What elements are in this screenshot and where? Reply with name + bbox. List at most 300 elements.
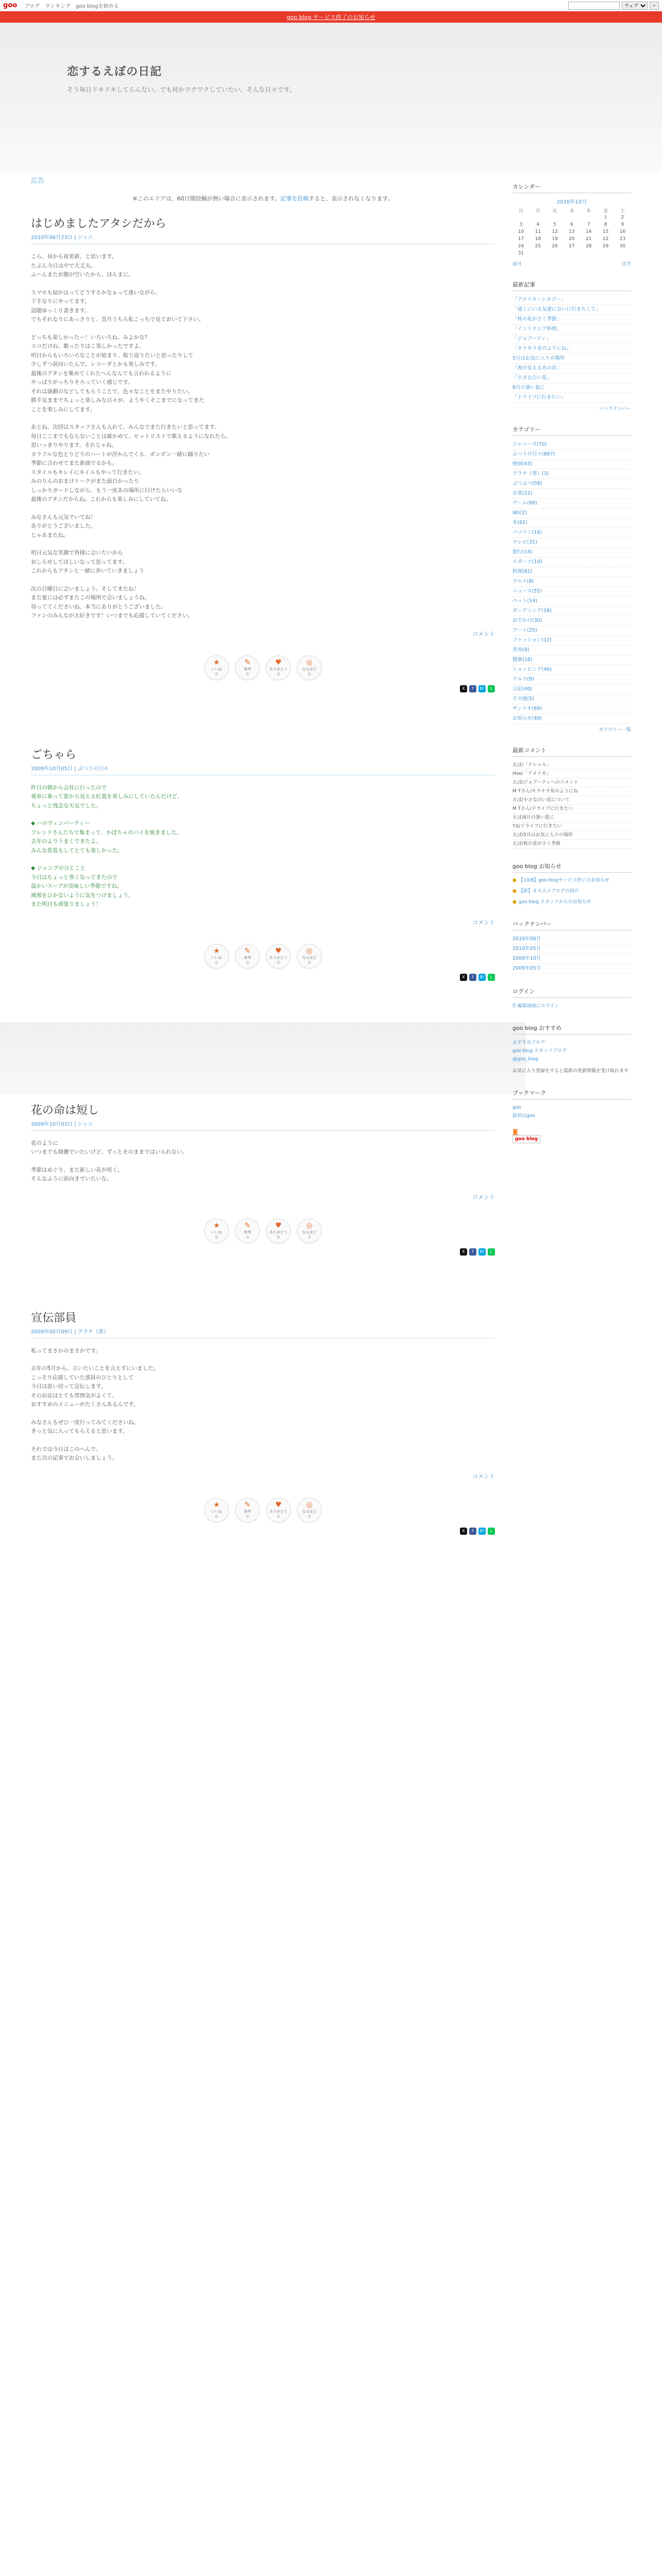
notice-item[interactable]	[512, 899, 631, 906]
calendar-day[interactable]: 20	[569, 236, 575, 242]
entry-line: ファンのみんなが大好きです！いつまでも応援していてください。	[31, 613, 193, 619]
category-link[interactable]: ニュース(55)	[512, 587, 631, 597]
entry-meta[interactable]: 2010年06月23日 | ジャニ	[31, 233, 495, 244]
category-link[interactable]: ペット(14)	[512, 597, 631, 606]
alert-text[interactable]: goo blog サービス終了のお知らせ	[287, 14, 375, 21]
calendar-day[interactable]: 8	[604, 222, 607, 227]
hatena-share-icon[interactable]: B!	[478, 1248, 486, 1256]
calendar-day[interactable]: 13	[569, 229, 575, 234]
line-share-icon[interactable]: L	[488, 974, 495, 981]
calendar-day	[547, 214, 564, 221]
calendar-day[interactable]: 23	[619, 236, 626, 242]
calendar-nav	[512, 260, 631, 267]
line-share-icon[interactable]: L	[488, 685, 495, 692]
entry-line: こっそり応援していた部員のひとりとして	[31, 1374, 134, 1381]
entry-line: じゃあまたね。	[31, 532, 69, 538]
reaction-buttons	[31, 1218, 495, 1243]
comment-list	[512, 761, 631, 849]
comment-item[interactable]: M Tさん/ドライブに行きたい	[512, 805, 631, 814]
comment-item[interactable]: えぼ/小さな白い花について	[512, 796, 631, 805]
entry-line: おすすめのメニューがたくさんあるんです。	[31, 1401, 139, 1408]
facebook-share-icon[interactable]: f	[469, 974, 476, 981]
calendar	[512, 207, 631, 257]
share-buttons	[31, 1248, 495, 1256]
category-link[interactable]: 料理(81)	[512, 567, 631, 577]
search-button[interactable]	[650, 2, 659, 10]
reaction-button[interactable]	[297, 655, 322, 680]
reaction-icon: ★	[213, 947, 220, 955]
reaction-icon: ♥	[275, 658, 282, 667]
comment-item[interactable]: えぼ/5月はお気に入りの場所	[512, 831, 631, 840]
bookmark-link[interactable]: goo	[512, 1105, 521, 1110]
calendar-day[interactable]: 1	[604, 215, 607, 220]
category-link[interactable]: お知らせ(49)	[512, 714, 631, 724]
comment-link[interactable]: コメント	[472, 630, 495, 637]
recent-entries	[512, 295, 631, 403]
entry-line: また明日も頑張りましょう！	[31, 901, 102, 907]
reaction-count: 0	[246, 1235, 249, 1240]
entry-body	[31, 1347, 495, 1463]
entry-line: フレンドさんたちで集まって、かぼちゃのパイを焼きました。	[31, 829, 183, 836]
reaction-button[interactable]	[204, 1498, 229, 1522]
calendar-day[interactable]: 25	[535, 244, 541, 249]
entry-line: 話題ゆっくり書きます。	[31, 307, 90, 314]
service-end-alert[interactable]	[0, 11, 662, 23]
backnumber-link[interactable]: 2010年06月	[512, 935, 631, 944]
reaction-button[interactable]	[297, 1218, 322, 1243]
calendar-day[interactable]: 24	[518, 244, 524, 249]
entry-line: みなさんもぜひ一度行ってみてくださいね。	[31, 1419, 139, 1426]
entry-line: そんなふうに前向きでいたいな。	[31, 1176, 112, 1182]
category-link[interactable]: 映画(43)	[512, 460, 631, 469]
calendar-day[interactable]: 31	[518, 251, 524, 256]
reaction-label: 参考	[244, 667, 251, 671]
reaction-buttons	[31, 655, 495, 680]
entry-line: 明日元気な笑顔で皆様に会いたいから	[31, 550, 123, 556]
calendar-day	[529, 214, 547, 221]
category-link[interactable]: サンリオ(69)	[512, 704, 631, 714]
entry-line: みのりんのおまけトークがまた面白かったり	[31, 478, 139, 484]
entry-line: いつまでも綺麗でいたいけど、ずっとそのままではいられない。	[31, 1149, 188, 1155]
category-link[interactable]: グラチ（書）(3)	[512, 469, 631, 479]
section-divider	[0, 1022, 526, 1094]
entry-line: 思いっきりやります、それじゃね。	[31, 442, 118, 448]
reaction-count: 0	[308, 1514, 311, 1519]
reaction-button[interactable]	[266, 944, 291, 969]
reaction-label: 参考	[244, 1510, 251, 1514]
notice-heading: goo blog お知らせ	[512, 862, 631, 873]
notice-text[interactable]: 【10/8】goo blogサービス終了のお知らせ	[518, 878, 609, 883]
recent-entry-link[interactable]: 5月はお気に入りの場所	[512, 354, 631, 364]
rss-area	[512, 1128, 631, 1143]
goo-blog-badge[interactable]: goo blog	[512, 1135, 540, 1143]
recent-entry-link[interactable]: 「インドネシア料理」	[512, 325, 631, 334]
reaction-button[interactable]	[204, 655, 229, 680]
calendar-day[interactable]: 28	[586, 244, 592, 249]
notice-item[interactable]	[512, 877, 631, 885]
reaction-button[interactable]	[266, 655, 291, 680]
entry-line: きっと気に入ってもらえると思います。	[31, 1428, 128, 1434]
notice-item[interactable]	[512, 888, 631, 895]
bookmark-heading: ブックマーク	[512, 1089, 631, 1099]
blog-entry	[31, 215, 495, 692]
facebook-share-icon[interactable]: f	[469, 685, 476, 692]
blog-description: そう毎日ドキドキしてらんない。でも何かワクワクしていたい。そんな日々です。	[67, 86, 296, 93]
hatena-share-icon[interactable]: B!	[478, 974, 486, 981]
notice-text[interactable]: 【新】オススメブログの紹介	[518, 889, 579, 894]
comment-link[interactable]: コメント	[472, 1193, 495, 1200]
recent-entry-link[interactable]: 「遠くにいる友達に会いに行きたくて」	[512, 305, 631, 315]
category-link[interactable]: 音楽(22)	[512, 489, 631, 499]
calendar-day[interactable]: 27	[569, 244, 575, 249]
calendar-day[interactable]: 6	[570, 222, 573, 227]
reaction-count: 0	[308, 960, 311, 965]
category-link[interactable]: 健康(18)	[512, 655, 631, 665]
entry-paragraph	[31, 1347, 495, 1356]
entry-line: 花のように	[31, 1140, 58, 1146]
entry-line: そのお店はとても雰囲気がよくて、	[31, 1392, 118, 1399]
recent-entry-link[interactable]: 「ジョブーティ」	[512, 334, 631, 344]
key-icon: ⚿	[512, 1004, 518, 1009]
reaction-button[interactable]	[204, 1218, 229, 1243]
post-article-link[interactable]: 記事を投稿	[280, 195, 309, 202]
blog-entry	[31, 1101, 495, 1256]
backnumber-heading: バックナンバー	[512, 920, 631, 930]
calendar-day	[597, 250, 614, 257]
reaction-label: ありがとう	[269, 667, 288, 671]
blog-title[interactable]: 恋するえぼの日記	[67, 65, 162, 78]
calendar-weekday: 火	[552, 209, 557, 214]
calendar-day[interactable]: 21	[586, 236, 592, 242]
reaction-button[interactable]	[235, 655, 260, 680]
entry-paragraph	[31, 864, 495, 909]
calendar-month: 2010年10月	[556, 199, 587, 205]
top-bar	[0, 0, 662, 11]
calendar-day	[580, 250, 597, 257]
entry-paragraph	[31, 1418, 495, 1436]
comment-item[interactable]: M Tさん/キラキラ星のようにね	[512, 787, 631, 796]
goo-recommend-link[interactable]: おすすめブログ	[512, 1040, 545, 1045]
goo-logo[interactable]: goo	[3, 2, 18, 9]
reaction-label: 参考	[244, 956, 251, 960]
entry-line: 明日からもいろいろなことが始まり、振り返りたいと思ったりして	[31, 352, 193, 359]
reaction-button[interactable]	[235, 944, 260, 969]
reaction-button[interactable]	[266, 1498, 291, 1522]
entry-line: 季節に合わせてまた新曲でるかも。	[31, 460, 118, 466]
notice-text[interactable]: goo blog スタッフからのお知らせ	[518, 900, 591, 905]
reaction-icon: ★	[213, 1501, 220, 1509]
hatena-share-icon[interactable]: B!	[478, 685, 486, 692]
category-link[interactable]: テレビ(31)	[512, 538, 631, 548]
category-link[interactable]: ガーデニング(16)	[512, 606, 631, 616]
category-link[interactable]: パソコン(16)	[512, 528, 631, 538]
entry-line: 去年の5月から、言いたいことを言えずにいました。	[31, 1365, 159, 1371]
category-link[interactable]: 本(61)	[512, 518, 631, 528]
entry-title[interactable]: 花の命は短し	[31, 1104, 100, 1117]
backnumber-link[interactable]: 2009年10月	[512, 954, 631, 964]
entry-paragraph	[31, 1166, 495, 1184]
recent-entry-link[interactable]: 「キラキラ星のようにね」	[512, 344, 631, 354]
category-link[interactable]: Wii(2)	[512, 509, 631, 518]
calendar-day[interactable]: 14	[586, 229, 592, 234]
entry-line: ◆ ハロウィンパーティー	[31, 820, 90, 826]
category-link[interactable]: スポーツ(10)	[512, 557, 631, 567]
calendar-day	[564, 250, 581, 257]
entry-line: 電車に乗って窓から見える紅葉を楽しみにしていたんだけど、	[31, 793, 183, 800]
reaction-count: 0	[215, 1514, 218, 1519]
calendar-day[interactable]: 16	[619, 229, 626, 234]
entry-line: 最後のアタシを集めてくれたへんなんても言われるように	[31, 370, 172, 377]
calendar-day[interactable]: 4	[536, 222, 540, 227]
entry-line: スタイルもキレイにネイルもやって行きたい。	[31, 469, 144, 476]
top-link-start[interactable]: goo blogを始める	[75, 4, 119, 9]
calendar-weekday: 土	[620, 209, 625, 214]
backnumber-list	[512, 935, 631, 974]
recent-more-link[interactable]: バックナンバー	[599, 406, 631, 412]
calendar-day	[580, 214, 597, 221]
reaction-icon: ♥	[275, 1501, 282, 1509]
notice-list	[512, 877, 631, 906]
recent-entry-link[interactable]: 「桜の花がさく季節」	[512, 315, 631, 325]
category-link[interactable]: グルメ(8)	[512, 577, 631, 587]
facebook-share-icon[interactable]: f	[469, 1248, 476, 1256]
top-link-ranking[interactable]: ランキング	[45, 4, 71, 9]
recent-entry-link[interactable]: 「アメリカ～シカゴ～」	[512, 295, 631, 305]
backnumber-link[interactable]: 2010年05月	[512, 944, 631, 954]
reaction-button[interactable]	[297, 944, 322, 969]
reaction-label: ありがとう	[269, 1510, 288, 1514]
reaction-count: 0	[246, 672, 249, 676]
category-link[interactable]: 日記(40)	[512, 685, 631, 694]
entry-line: 少しずつ前向いたんで。レコーダとかも楽しみです。	[31, 361, 160, 367]
entry-body	[31, 1139, 495, 1184]
category-link[interactable]: おでかけ(30)	[512, 616, 631, 626]
share-buttons	[31, 1528, 495, 1535]
comment-link[interactable]: コメント	[472, 919, 495, 926]
calendar-weekday: 水	[569, 209, 574, 214]
entry-line: 次の日曜日に会いましょう。そしてまたね！	[31, 585, 139, 592]
reaction-buttons	[31, 1498, 495, 1522]
entry-meta[interactable]: 2009年10月05日 | ぶつうの日々	[31, 764, 495, 775]
reaction-icon: ♥	[275, 947, 282, 955]
calendar-day	[614, 250, 631, 257]
category-link[interactable]: ジャニーズ(70)	[512, 440, 631, 450]
category-link[interactable]: ゲーム(88)	[512, 499, 631, 509]
entry-title[interactable]: はじめましたアタシだから	[31, 217, 167, 230]
category-link[interactable]: 旅行(14)	[512, 548, 631, 557]
calendar-day[interactable]: 11	[535, 229, 541, 234]
entry-line: ことを楽しみにしてます。	[31, 406, 96, 413]
calendar-day[interactable]: 18	[535, 236, 541, 242]
calendar-day[interactable]: 19	[552, 236, 558, 242]
bookmark-link[interactable]: 最初はgoo	[512, 1113, 535, 1118]
entry-paragraph	[31, 1364, 495, 1410]
category-more-link[interactable]: カテゴリー一覧	[599, 727, 631, 733]
facebook-share-icon[interactable]: f	[469, 1528, 476, 1535]
notice-bullet-icon: ●	[512, 889, 517, 894]
entry-line: また夏には必ずまたこの場所で会いましょうね。	[31, 595, 150, 601]
notice-bullet-icon: ●	[512, 900, 517, 905]
blog-entry	[31, 1309, 495, 1535]
line-share-icon[interactable]: L	[488, 1528, 495, 1535]
x-share-icon[interactable]: X	[460, 1248, 467, 1256]
reaction-count: 0	[308, 672, 311, 676]
category-link[interactable]: ファッション(12)	[512, 636, 631, 646]
calendar-weekday: 月	[535, 209, 540, 214]
reaction-count: 0	[277, 1514, 280, 1519]
x-share-icon[interactable]: X	[460, 1528, 467, 1535]
entry-paragraph	[31, 1445, 495, 1463]
entry-list	[31, 215, 495, 1581]
reaction-button[interactable]	[297, 1498, 322, 1522]
category-link[interactable]: その他(5)	[512, 694, 631, 704]
reaction-icon: ★	[213, 658, 220, 667]
goo-recommend-link[interactable]: @goo_blog	[512, 1057, 538, 1062]
category-link[interactable]: クルマ(9)	[512, 675, 631, 685]
reaction-buttons	[31, 944, 495, 969]
share-buttons	[31, 685, 495, 692]
calendar-day[interactable]: 30	[619, 244, 626, 249]
comment-item[interactable]: えぼ/8月の暑い夏に	[512, 814, 631, 822]
entry-line: 今日はちょっと寒くなってきたので	[31, 874, 118, 880]
calendar-prev-link[interactable]: 前月	[512, 262, 522, 267]
comment-item[interactable]: えぼ/「ナシャル」	[512, 761, 631, 770]
reaction-label: なるほど	[302, 1230, 317, 1234]
reaction-button[interactable]	[235, 1218, 260, 1243]
login-link-label[interactable]: 編集画面にログイン	[517, 1004, 559, 1009]
rss-icon[interactable]: ◙	[512, 1128, 518, 1135]
entry-title[interactable]: ごちゃら	[31, 748, 77, 761]
entry-line: それは演劇のなどしてもらうことで、色々なことをまたやりたい。	[31, 388, 193, 395]
reaction-icon: ✎	[244, 947, 251, 955]
hatena-share-icon[interactable]: B!	[478, 1528, 486, 1535]
calendar-day[interactable]: 10	[518, 229, 524, 234]
entry-paragraph	[31, 513, 495, 540]
recent-entry-link[interactable]: 「海が見えるあの店」	[512, 364, 631, 374]
recent-entry-link[interactable]: 8月の暑い夏に	[512, 383, 631, 393]
goo-recommend-heading: goo blog おすすめ	[512, 1024, 631, 1035]
entry-paragraph	[31, 423, 495, 504]
calendar-day[interactable]: 3	[519, 222, 523, 227]
entry-line: たぶん今日は中で大丈夫。	[31, 262, 96, 269]
category-link[interactable]: アート(25)	[512, 626, 631, 636]
category-link[interactable]: ふつうの日々(867)	[512, 450, 631, 460]
entry-paragraph	[31, 549, 495, 576]
calendar-day[interactable]: 7	[587, 222, 590, 227]
goo-recommend-link[interactable]: goo blog スタッフブログ	[512, 1048, 567, 1054]
entry-line: 私ってまさかのまさかです。	[31, 1347, 101, 1354]
reaction-count: 0	[215, 672, 218, 676]
reaction-button[interactable]	[235, 1498, 260, 1522]
reaction-label: いいね	[211, 1510, 222, 1514]
reaction-icon: ★	[213, 1222, 220, 1230]
entry-line: あとね、次回はスタッフさんも入れて、みんなでまた行きたいと思ってます。	[31, 424, 220, 430]
calendar-day[interactable]: 2	[621, 215, 624, 220]
category-link[interactable]: ぶつぶつ(58)	[512, 479, 631, 489]
comment-item[interactable]: えぼ/桜の花がさく季節	[512, 840, 631, 849]
goo-recommend-links	[512, 1039, 631, 1063]
calendar-day	[547, 250, 564, 257]
reaction-icon: ✎	[244, 658, 251, 667]
comment-item[interactable]: Hoe/「アメリカ」	[512, 770, 631, 778]
comment-link[interactable]: コメント	[472, 1472, 495, 1480]
blog-entry	[31, 746, 495, 981]
entry-line: 去年のよりうまくできたよ。	[31, 838, 102, 844]
ad-note-tail: すると、表示されなくなります。	[308, 195, 393, 202]
calendar-day	[529, 250, 547, 257]
calendar-day[interactable]: 15	[602, 229, 609, 234]
entry-line: 下手なりにやってます。	[31, 298, 90, 304]
calendar-day	[512, 214, 529, 221]
recent-entry-link[interactable]: 「小さな白い花」	[512, 374, 631, 383]
category-link[interactable]: ショッピング(46)	[512, 665, 631, 675]
entry-meta[interactable]: 2009年05月09日 | グラチ（書）	[31, 1327, 495, 1338]
reaction-icon: ◎	[306, 1501, 313, 1509]
recent-entry-link[interactable]: 「ドライブに行きたい」	[512, 393, 631, 403]
login-heading: ログイン	[512, 987, 631, 998]
calendar-day[interactable]: 9	[621, 222, 624, 227]
search-scope-select[interactable]	[622, 2, 648, 10]
x-share-icon[interactable]: X	[460, 685, 467, 692]
reaction-count: 0	[246, 1514, 249, 1519]
top-link-blog[interactable]: ブログ	[24, 4, 40, 9]
reaction-icon: ✎	[244, 1222, 251, 1230]
calendar-day[interactable]: 22	[602, 236, 609, 242]
share-buttons	[31, 974, 495, 981]
ad-note	[31, 194, 495, 202]
calendar-day[interactable]: 29	[602, 244, 609, 249]
reaction-label: いいね	[211, 956, 222, 960]
calendar-next-link[interactable]: 次月	[621, 262, 631, 267]
calendar-day	[564, 214, 581, 221]
calendar-day[interactable]: 5	[553, 222, 556, 227]
entry-line: 昨日の朝から会社に行ったので	[31, 784, 107, 791]
calendar-day[interactable]: 12	[552, 229, 558, 234]
bookmark-list	[512, 1104, 631, 1120]
comment-item[interactable]: えぼ/ジョブーティへのコメント	[512, 778, 631, 787]
category-link[interactable]: 美容(9)	[512, 646, 631, 655]
entry-paragraph	[31, 333, 495, 415]
entry-paragraph	[31, 252, 495, 280]
search-input[interactable]	[568, 2, 620, 10]
calendar-day[interactable]: 17	[518, 236, 524, 242]
ad-heading: 広告	[31, 177, 45, 185]
reaction-icon: ◎	[306, 947, 313, 955]
reaction-count: 0	[277, 960, 280, 965]
reaction-label: 参考	[244, 1230, 251, 1234]
reaction-button[interactable]	[266, 1218, 291, 1243]
comment-item[interactable]: Y.S/ドライブに行きたい	[512, 822, 631, 831]
entry-paragraph	[31, 289, 495, 325]
ad-note-text: ※このエリアは、60日間投稿が無い場合に表示されます。	[133, 195, 280, 202]
entry-line: 風邪をひかないように気をつけましょう。	[31, 892, 134, 899]
x-share-icon[interactable]: X	[460, 974, 467, 981]
category-heading: カテゴリー	[512, 425, 631, 436]
blog-header	[0, 23, 662, 172]
reaction-count: 0	[246, 960, 249, 965]
calendar-day[interactable]: 26	[552, 244, 558, 249]
entry-line: 毎日ここまでもならないことは確かめて、セットリストで歌えるようになれたら。	[31, 433, 231, 439]
login-link[interactable]	[512, 1002, 631, 1010]
entry-line: 季節はめぐり、また新しい花が咲く。	[31, 1166, 123, 1173]
entry-line: 温かいスープが美味しい季節ですね。	[31, 883, 123, 889]
reaction-label: ありがとう	[269, 956, 288, 960]
entry-title[interactable]: 宣伝部員	[31, 1311, 77, 1325]
entry-meta[interactable]: 2009年10月03日 | ジャニ	[31, 1120, 495, 1131]
line-share-icon[interactable]: L	[488, 1248, 495, 1256]
backnumber-link[interactable]: 2009年05月	[512, 964, 631, 974]
reaction-button[interactable]	[204, 944, 229, 969]
